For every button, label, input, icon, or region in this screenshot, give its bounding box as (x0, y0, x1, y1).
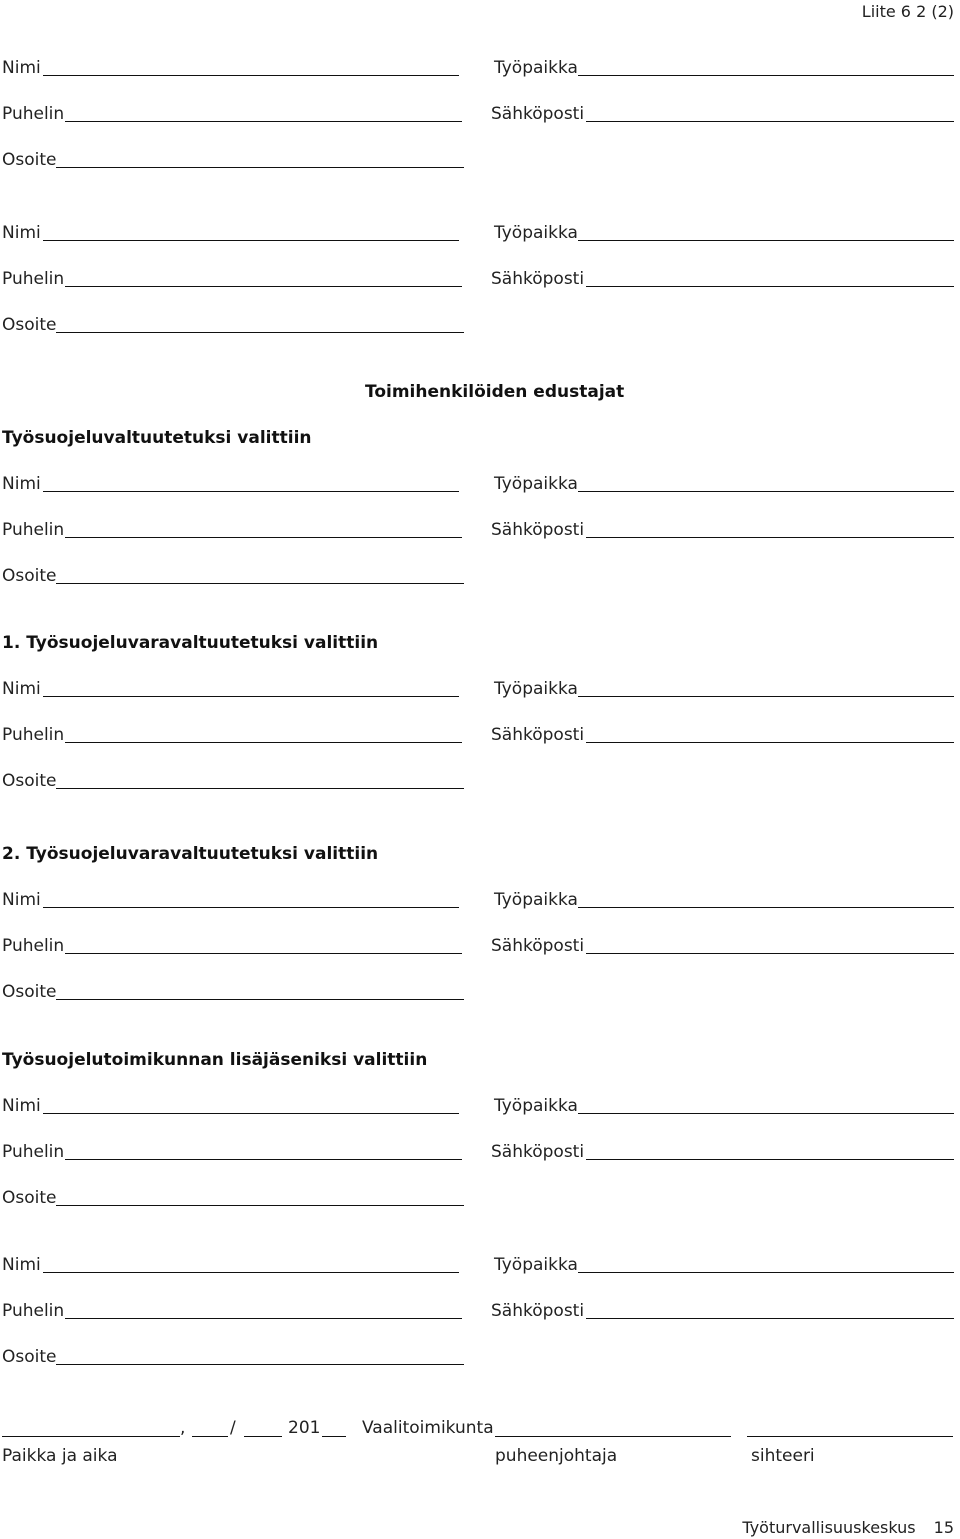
address-field[interactable] (56, 999, 464, 1000)
address-field[interactable] (56, 1364, 464, 1365)
phone-label: Puhelin (2, 1301, 65, 1321)
address-label: Osoite (2, 1188, 57, 1208)
name-label: Nimi (2, 223, 41, 243)
name-field[interactable] (43, 491, 459, 492)
email-label: Sähköposti (491, 1142, 585, 1162)
footer-page-number: 15 (933, 1518, 954, 1537)
block-heading: Työsuojelutoimikunnan lisäjäseniksi valittiin (2, 1050, 428, 1070)
workplace-field[interactable] (578, 696, 954, 697)
phone-field[interactable] (65, 121, 462, 122)
name-label: Nimi (2, 474, 41, 494)
phone-field[interactable] (65, 742, 462, 743)
name-label: Nimi (2, 1096, 41, 1116)
email-field[interactable] (586, 1159, 954, 1160)
address-label: Osoite (2, 982, 57, 1002)
address-field[interactable] (56, 788, 464, 789)
secretary-caption: sihteeri (751, 1446, 815, 1466)
secretary-signature-field[interactable] (747, 1436, 953, 1437)
phone-field[interactable] (65, 1318, 462, 1319)
block-heading: 2. Työsuojeluvaravaltuutetuksi valittiin (2, 844, 379, 864)
section-heading-office-representatives: Toimihenkilöiden edustajat (365, 382, 625, 402)
phone-label: Puhelin (2, 520, 65, 540)
address-field[interactable] (56, 583, 464, 584)
address-label: Osoite (2, 150, 57, 170)
email-field[interactable] (586, 537, 954, 538)
footer-organization: Työturvallisuuskeskus (742, 1518, 916, 1537)
name-label: Nimi (2, 890, 41, 910)
day-field[interactable] (192, 1436, 228, 1437)
workplace-label: Työpaikka (494, 58, 578, 78)
email-label: Sähköposti (491, 936, 585, 956)
email-field[interactable] (586, 286, 954, 287)
email-label: Sähköposti (491, 104, 585, 124)
address-field[interactable] (56, 332, 464, 333)
workplace-label: Työpaikka (494, 1096, 578, 1116)
slash-separator: / (230, 1418, 236, 1438)
name-field[interactable] (43, 1113, 459, 1114)
name-label: Nimi (2, 1255, 41, 1275)
block-heading: 1. Työsuojeluvaravaltuutetuksi valittiin (2, 633, 379, 653)
page-footer (724, 1518, 954, 1537)
workplace-field[interactable] (578, 1113, 954, 1114)
workplace-label: Työpaikka (494, 890, 578, 910)
workplace-field[interactable] (578, 75, 954, 76)
appendix-page-reference: Liite 6 2 (2) (861, 2, 954, 21)
name-field[interactable] (43, 907, 459, 908)
email-label: Sähköposti (491, 520, 585, 540)
name-field[interactable] (43, 75, 459, 76)
workplace-field[interactable] (578, 240, 954, 241)
chair-signature-field[interactable] (495, 1436, 731, 1437)
workplace-label: Työpaikka (494, 679, 578, 699)
phone-field[interactable] (65, 286, 462, 287)
phone-field[interactable] (65, 953, 462, 954)
comma-separator: , (180, 1418, 186, 1438)
workplace-label: Työpaikka (494, 474, 578, 494)
place-field[interactable] (2, 1436, 180, 1437)
name-field[interactable] (43, 696, 459, 697)
workplace-field[interactable] (578, 907, 954, 908)
workplace-label: Työpaikka (494, 1255, 578, 1275)
email-label: Sähköposti (491, 269, 585, 289)
committee-label: Vaalitoimikunta (362, 1418, 494, 1438)
email-field[interactable] (586, 742, 954, 743)
email-label: Sähköposti (491, 1301, 585, 1321)
block-heading: Työsuojeluvaltuutetuksi valittiin (2, 428, 312, 448)
email-field[interactable] (586, 1318, 954, 1319)
email-label: Sähköposti (491, 725, 585, 745)
phone-label: Puhelin (2, 269, 65, 289)
phone-field[interactable] (65, 537, 462, 538)
chair-caption: puheenjohtaja (495, 1446, 618, 1466)
name-label: Nimi (2, 679, 41, 699)
phone-label: Puhelin (2, 104, 65, 124)
year-prefix: 201 (288, 1418, 321, 1438)
year-field[interactable] (322, 1436, 346, 1437)
phone-label: Puhelin (2, 1142, 65, 1162)
name-field[interactable] (43, 240, 459, 241)
phone-field[interactable] (65, 1159, 462, 1160)
workplace-label: Työpaikka (494, 223, 578, 243)
signature-section (0, 1410, 960, 1470)
phone-label: Puhelin (2, 936, 65, 956)
place-time-caption: Paikka ja aika (2, 1446, 118, 1466)
email-field[interactable] (586, 121, 954, 122)
workplace-field[interactable] (578, 1272, 954, 1273)
address-field[interactable] (56, 1205, 464, 1206)
month-field[interactable] (244, 1436, 282, 1437)
address-label: Osoite (2, 315, 57, 335)
address-field[interactable] (56, 167, 464, 168)
address-label: Osoite (2, 1347, 57, 1367)
email-field[interactable] (586, 953, 954, 954)
name-label: Nimi (2, 58, 41, 78)
workplace-field[interactable] (578, 491, 954, 492)
address-label: Osoite (2, 771, 57, 791)
address-label: Osoite (2, 566, 57, 586)
name-field[interactable] (43, 1272, 459, 1273)
phone-label: Puhelin (2, 725, 65, 745)
